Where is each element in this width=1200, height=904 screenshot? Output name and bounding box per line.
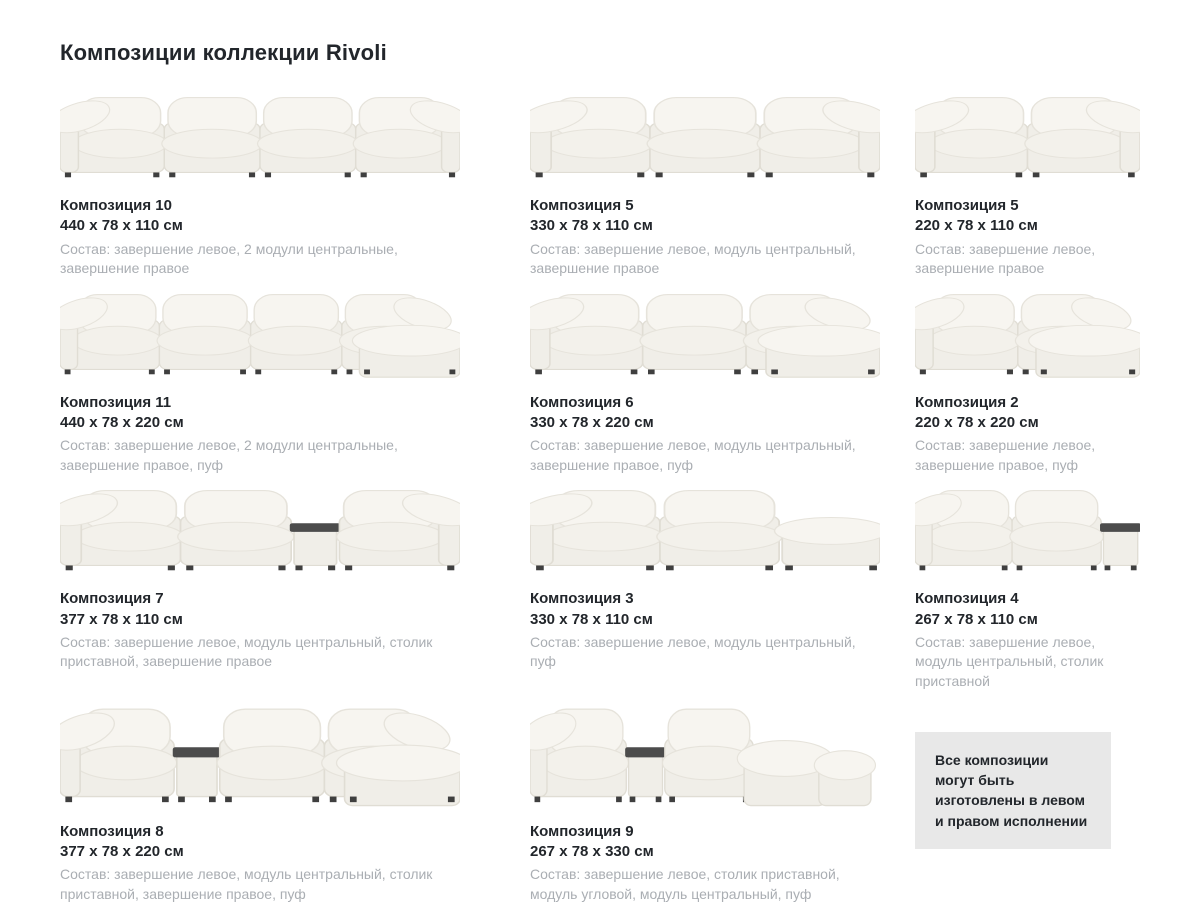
sofa-image xyxy=(60,698,460,810)
note-box xyxy=(915,732,1111,849)
composition-dimensions: 330 x 78 x 220 см xyxy=(530,413,654,431)
sofa-image xyxy=(915,285,1140,381)
sofa-image xyxy=(915,88,1140,184)
sofa-image xyxy=(530,698,880,810)
composition-dimensions: 377 x 78 x 110 см xyxy=(60,610,183,628)
composition-dimensions: 440 x 78 x 220 см xyxy=(60,413,184,431)
composition-card xyxy=(530,481,880,672)
composition-name: Композиция 5 xyxy=(530,197,634,214)
composition-card xyxy=(530,285,880,476)
composition-dimensions: 330 x 78 x 110 см xyxy=(530,217,653,235)
composition-description: Состав: завершение левое, 2 модули центральные, завершение правое xyxy=(60,240,398,277)
composition-dimensions: 330 x 78 x 110 см xyxy=(530,610,653,628)
composition-card xyxy=(60,698,460,904)
composition-dimensions: 220 x 78 x 110 см xyxy=(915,217,1038,235)
sofa-image xyxy=(530,481,880,577)
composition-name: Композиция 8 xyxy=(60,822,164,840)
compositions-row xyxy=(60,481,1140,691)
composition-description: Состав: завершение левое, завершение правое xyxy=(915,240,1096,277)
compositions-row xyxy=(60,698,1140,904)
composition-name: Композиция 10 xyxy=(60,197,172,214)
composition-card xyxy=(530,698,880,904)
composition-dimensions: 440 x 78 x 110 см xyxy=(60,217,183,235)
page-title: Композиции коллекции Rivoli xyxy=(60,40,387,65)
composition-description: Состав: завершение левое, завершение правое, пуф xyxy=(915,437,1096,473)
composition-dimensions: 267 x 78 x 330 см xyxy=(530,842,654,860)
composition-dimensions: 377 x 78 x 220 см xyxy=(60,842,184,860)
composition-card xyxy=(915,285,1140,476)
composition-description: Состав: завершение левое, модуль центральный, столик приставной, завершение правое xyxy=(60,633,433,670)
composition-card xyxy=(530,88,880,279)
composition-description: Состав: завершение левое, модуль центральный, столик приставной, завершение правое, пуф xyxy=(60,866,433,902)
composition-name: Композиция 5 xyxy=(915,197,1019,214)
composition-name: Композиция 4 xyxy=(915,590,1019,608)
sofa-image xyxy=(60,481,460,577)
composition-card xyxy=(60,285,460,476)
sofa-image xyxy=(530,285,880,381)
composition-card xyxy=(60,481,460,672)
sofa-image xyxy=(60,285,460,381)
compositions-grid xyxy=(60,88,1140,904)
composition-description: Состав: завершение левое, модуль центральный, завершение правое, пуф xyxy=(530,437,856,473)
compositions-row xyxy=(60,285,1140,476)
composition-dimensions: 220 x 78 x 220 см xyxy=(915,413,1039,431)
sofa-image xyxy=(915,481,1140,577)
composition-description: Состав: завершение левое, 2 модули центральные, завершение правое, пуф xyxy=(60,437,398,473)
composition-description: Состав: завершение левое, модуль центральный, пуф xyxy=(530,633,856,670)
composition-name: Композиция 11 xyxy=(60,393,172,411)
composition-description: Состав: завершение левое, столик приставной, модуль угловой, модуль центральный, пуф xyxy=(530,866,840,902)
composition-name: Композиция 2 xyxy=(915,393,1019,411)
sofa-image xyxy=(60,88,460,184)
composition-dimensions: 267 x 78 x 110 см xyxy=(915,610,1038,628)
composition-name: Композиция 7 xyxy=(60,590,164,608)
composition-card xyxy=(915,88,1140,279)
composition-card xyxy=(60,88,460,279)
composition-description: Состав: завершение левое, модуль центральный, столик приставной xyxy=(915,633,1104,690)
sofa-image xyxy=(530,88,880,184)
composition-name: Композиция 6 xyxy=(530,393,634,411)
composition-name: Композиция 9 xyxy=(530,822,634,840)
composition-name: Композиция 3 xyxy=(530,590,634,608)
compositions-row xyxy=(60,88,1140,279)
note-text: Все композиции могут быть изготовлены в левом и правом исполнении xyxy=(935,751,1088,829)
composition-card xyxy=(915,481,1140,691)
composition-description: Состав: завершение левое, модуль центральный, завершение правое xyxy=(530,240,856,277)
